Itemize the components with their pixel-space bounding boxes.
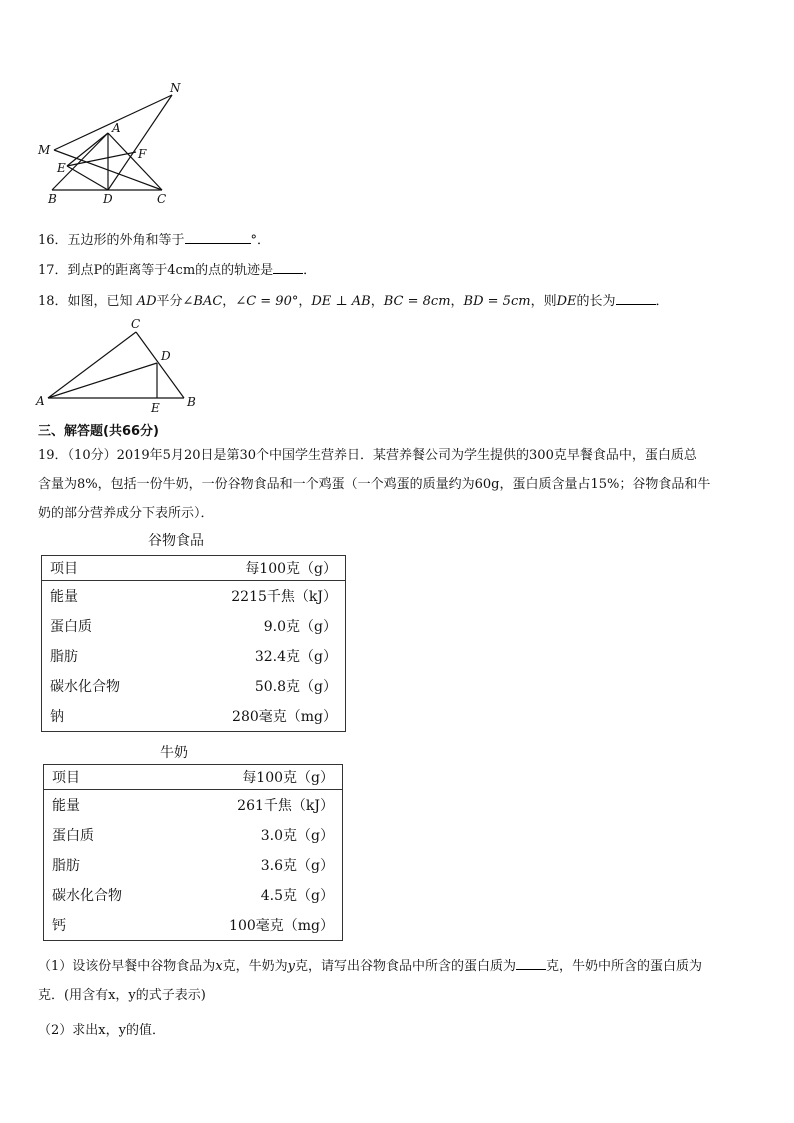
q19-line-1: 19．（10分）2019年5月20日是第30个中国学生营养日．某营养餐公司为学生提供的300克早餐食品中，蛋白质总	[38, 448, 697, 463]
grain-table	[41, 555, 346, 732]
row-label: 钠	[50, 709, 64, 725]
row-value: 4.5克（g）	[260, 888, 334, 904]
q16-suffix: °．	[250, 233, 271, 248]
row-label: 能量	[50, 589, 78, 605]
row-label: 脂肪	[52, 858, 80, 874]
header-per100: 每100克（g）	[167, 556, 345, 581]
grain-table-caption: 谷物食品	[148, 533, 204, 549]
row-value: 9.0克（g）	[263, 619, 337, 635]
fig2-line-cb	[136, 332, 184, 398]
label-a: A	[112, 121, 121, 135]
label-d: D	[103, 192, 113, 206]
q18-ad: AD	[136, 294, 157, 309]
label-b: B	[48, 192, 57, 206]
q19-line-3: 奶的部分营养成分下表所示）．	[38, 506, 214, 521]
table-row	[42, 581, 346, 612]
sub1-blank-1	[516, 955, 546, 970]
q18-perp: DE ⊥ AB	[311, 294, 371, 309]
label-n: N	[170, 81, 181, 95]
label-e: E	[57, 161, 66, 175]
sub1-text-c: 克，请写出谷物食品中所含的蛋白质为	[295, 959, 517, 974]
sub1-line-2: 克．(用含有x，y的式子表示)	[38, 988, 206, 1003]
row-label: 蛋白质	[50, 619, 92, 635]
q19-line-2: 含量为8%，包括一份牛奶，一份谷物食品和一个鸡蛋（一个鸡蛋的质量约为60g，蛋白质含量占15%；谷物食品和牛	[38, 477, 711, 492]
label-m: M	[38, 143, 51, 157]
label-c: C	[157, 192, 167, 206]
sub1-var-y: y	[287, 959, 295, 974]
row-label: 碳水化合物	[50, 679, 120, 695]
label-d: D	[161, 349, 171, 363]
sub1-text-d: 克，牛奶中所含的蛋白质为	[546, 959, 703, 974]
table-row	[42, 641, 346, 671]
table-row	[44, 850, 343, 880]
q18-bisect-text: 平分	[156, 294, 183, 309]
sub-question-1	[38, 952, 768, 1010]
q18-sep2: ，	[298, 294, 312, 309]
label-a: A	[36, 394, 45, 408]
q16-text: 16．五边形的外角和等于	[38, 233, 185, 248]
label-f: F	[138, 147, 147, 161]
q16-blank	[185, 229, 251, 244]
q18-sep3: ，	[370, 294, 384, 309]
row-value: 280毫克（mg）	[232, 709, 337, 725]
row-label: 钙	[52, 918, 66, 934]
sub1-var-x: x	[215, 959, 223, 974]
fig2-line-ca	[48, 332, 136, 398]
header-item: 项目	[44, 765, 168, 790]
header-item: 项目	[42, 556, 168, 581]
fig1-line-ac	[108, 133, 162, 190]
q18-de: DE	[556, 294, 577, 309]
label-e: E	[151, 401, 160, 415]
table-row	[42, 671, 346, 701]
section-title: 三、解答题(共66分)	[38, 424, 159, 439]
q17-text: 17．到点P的距离等于4cm的点的轨迹是	[38, 263, 274, 278]
sub1-text-b: 克，牛奶为	[222, 959, 288, 974]
q18-prefix: 18．如图，已知	[38, 294, 133, 309]
row-label: 脂肪	[50, 649, 78, 665]
label-b: B	[187, 395, 196, 409]
table-row	[42, 611, 346, 641]
row-label: 碳水化合物	[52, 888, 122, 904]
q18-angle-bac: ∠BAC	[182, 294, 223, 309]
sub1-line-1	[38, 952, 768, 981]
table-header-row	[42, 556, 346, 581]
row-value: 50.8克（g）	[254, 679, 337, 695]
q18-bd: BD = 5cm	[463, 294, 531, 309]
row-label: 蛋白质	[52, 828, 94, 844]
row-value: 261千焦（kJ）	[237, 798, 334, 814]
table-row	[44, 880, 343, 910]
milk-table-caption: 牛奶	[160, 745, 188, 761]
table-row	[42, 701, 346, 732]
question-19	[38, 441, 768, 528]
q18-bc: BC = 8cm	[383, 294, 451, 309]
sub1-text-a: （1）设该份早餐中谷物食品为	[38, 959, 216, 974]
q18-angle-c: ∠C = 90°	[235, 294, 299, 309]
q17-suffix: ．	[303, 263, 317, 278]
header-per100: 每100克（g）	[168, 765, 343, 790]
milk-table	[43, 764, 343, 941]
fig1-line-ed	[67, 166, 108, 190]
question-17	[38, 259, 316, 280]
q18-sep4: ，	[450, 294, 464, 309]
row-value: 2215千焦（kJ）	[231, 589, 337, 605]
table-row	[44, 820, 343, 850]
q18-suffix: ．	[655, 294, 669, 309]
table-row	[44, 790, 343, 821]
row-value: 3.6克（g）	[260, 858, 334, 874]
fig2-line-ad	[48, 363, 157, 398]
q18-blank	[616, 290, 656, 305]
q17-blank	[273, 259, 303, 274]
row-value: 3.0克（g）	[260, 828, 334, 844]
q18-then: ，则	[530, 294, 557, 309]
label-c: C	[131, 317, 141, 331]
q18-sep1: ，	[222, 294, 236, 309]
row-value: 32.4克（g）	[254, 649, 337, 665]
table-row	[44, 910, 343, 941]
question-18	[38, 290, 669, 311]
sub-question-2: （2）求出x，y的值．	[38, 1023, 165, 1038]
row-label: 能量	[52, 798, 80, 814]
figure-triangle-abc	[30, 315, 210, 417]
row-value: 100毫克（mg）	[229, 918, 334, 934]
fig1-line-ea	[67, 133, 108, 166]
table-header-row	[44, 765, 343, 790]
question-16	[38, 229, 270, 250]
figure-triangle-mn	[30, 78, 190, 208]
q18-length-text: 的长为	[576, 294, 616, 309]
